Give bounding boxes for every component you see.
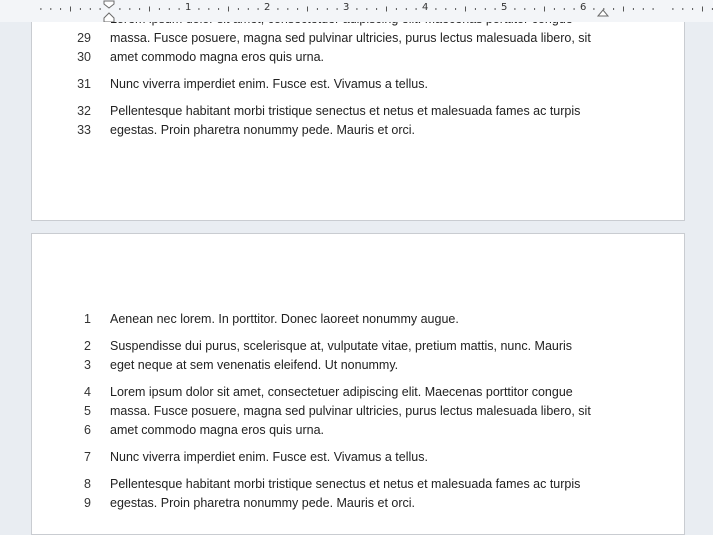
ruler-number: 4 bbox=[422, 2, 429, 13]
document-line bbox=[32, 104, 684, 123]
line-text: massa. Fusce posuere, magna sed pulvinar ultricies, purus lectus malesuada libero, sit bbox=[110, 31, 591, 45]
document-page[interactable] bbox=[31, 0, 685, 221]
document-line bbox=[32, 312, 684, 331]
line-text: Pellentesque habitant morbi tristique senectus et netus et malesuada fames ac turpis bbox=[110, 477, 581, 491]
line-number: 33 bbox=[77, 123, 91, 137]
line-number: 8 bbox=[84, 477, 91, 491]
document-line bbox=[32, 450, 684, 469]
ruler-number: 3 bbox=[343, 2, 350, 13]
line-number: 7 bbox=[84, 450, 91, 464]
line-number: 2 bbox=[84, 339, 91, 353]
document-line bbox=[32, 50, 684, 69]
first-line-indent-marker-icon[interactable] bbox=[104, 1, 114, 8]
left-indent-marker-icon[interactable] bbox=[104, 13, 114, 22]
right-indent-marker-icon[interactable] bbox=[598, 10, 608, 16]
line-text: egestas. Proin pharetra nonummy pede. Mauris et orci. bbox=[110, 123, 416, 137]
line-number: 29 bbox=[77, 31, 91, 45]
ruler-number: 6 bbox=[580, 2, 587, 13]
line-number: 5 bbox=[84, 404, 91, 418]
document-line bbox=[32, 339, 684, 358]
document-line bbox=[32, 404, 684, 423]
line-text: massa. Fusce posuere, magna sed pulvinar ultricies, purus lectus malesuada libero, sit bbox=[110, 404, 591, 418]
document-line bbox=[32, 385, 684, 404]
document-line bbox=[32, 496, 684, 515]
ruler-markers bbox=[0, 0, 713, 22]
document-line bbox=[32, 358, 684, 377]
line-number: 6 bbox=[84, 423, 91, 437]
line-number: 30 bbox=[77, 50, 91, 64]
line-number: 3 bbox=[84, 358, 91, 372]
document-page[interactable] bbox=[31, 233, 685, 535]
ruler-number: 2 bbox=[264, 2, 271, 13]
line-text: Lorem ipsum dolor sit amet, consectetuer adipiscing elit. Maecenas porttitor congue bbox=[110, 385, 573, 399]
ruler-number: 5 bbox=[501, 2, 508, 13]
line-text: Aenean nec lorem. In porttitor. Donec laoreet nonummy augue. bbox=[110, 312, 459, 326]
document-line bbox=[32, 31, 684, 50]
line-number: 31 bbox=[77, 77, 91, 91]
line-text: Pellentesque habitant morbi tristique senectus et netus et malesuada fames ac turpis bbox=[110, 104, 581, 118]
line-text: eget neque at sem venenatis eleifend. Ut nonummy. bbox=[110, 358, 399, 372]
document-line bbox=[32, 477, 684, 496]
document-line bbox=[32, 77, 684, 96]
line-text: Nunc viverra imperdiet enim. Fusce est. Vivamus a tellus. bbox=[110, 450, 428, 464]
line-number: 1 bbox=[84, 312, 91, 326]
line-number: 9 bbox=[84, 496, 91, 510]
document-line bbox=[32, 423, 684, 442]
line-number: 4 bbox=[84, 385, 91, 399]
ruler-number: 1 bbox=[185, 2, 192, 13]
line-text: Nunc viverra imperdiet enim. Fusce est. Vivamus a tellus. bbox=[110, 77, 428, 91]
horizontal-ruler[interactable] bbox=[0, 0, 713, 22]
line-text: amet commodo magna eros quis urna. bbox=[110, 50, 324, 64]
document-line bbox=[32, 123, 684, 142]
line-number: 32 bbox=[77, 104, 91, 118]
line-text: egestas. Proin pharetra nonummy pede. Mauris et orci. bbox=[110, 496, 416, 510]
line-text: amet commodo magna eros quis urna. bbox=[110, 423, 324, 437]
line-text: Suspendisse dui purus, scelerisque at, vulputate vitae, pretium mattis, nunc. Mauris bbox=[110, 339, 573, 353]
